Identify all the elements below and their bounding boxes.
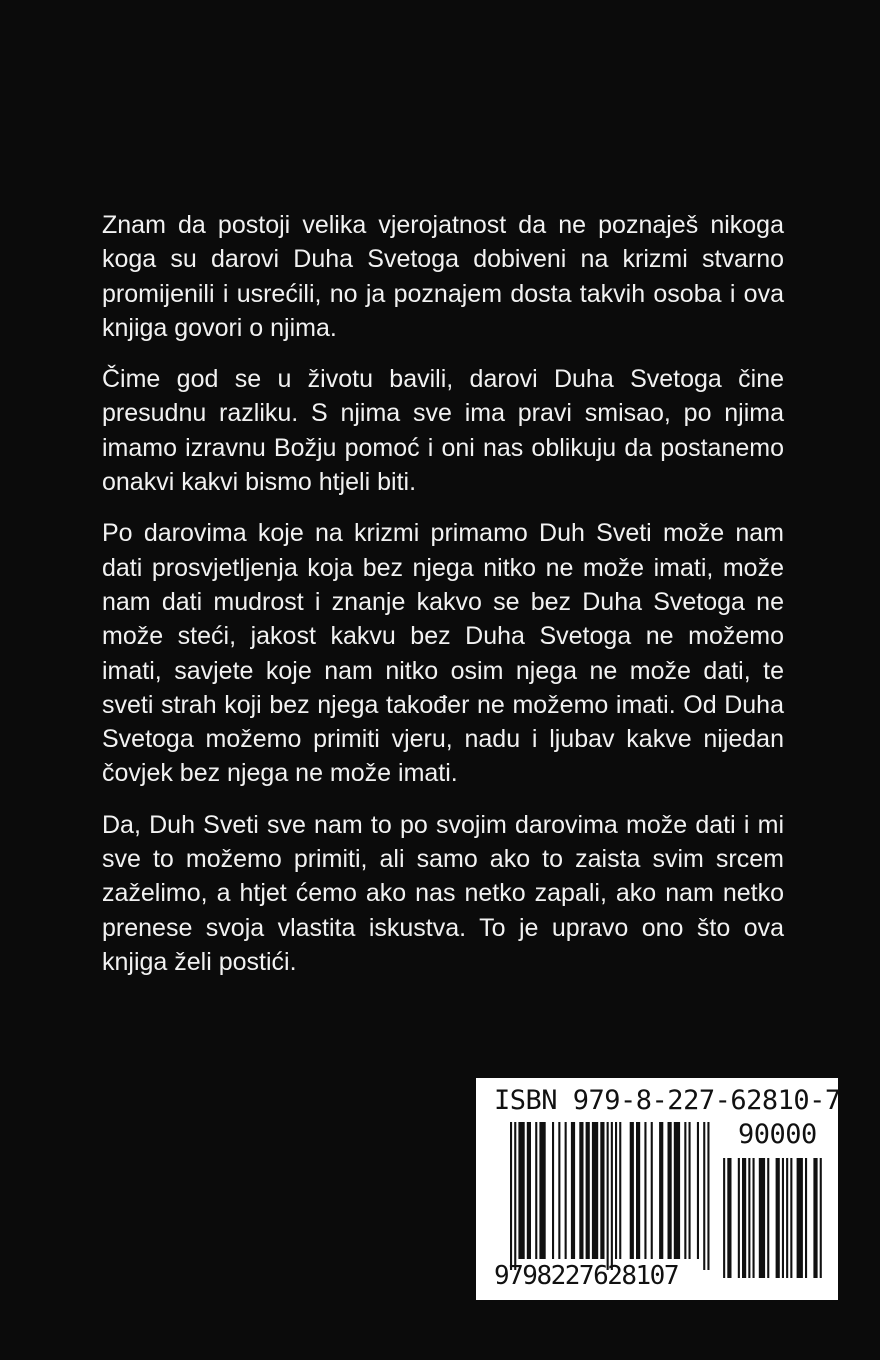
barcode-digits: 9798227628107 bbox=[494, 1261, 678, 1291]
barcode-bar bbox=[727, 1158, 731, 1278]
barcode-bar bbox=[697, 1122, 699, 1259]
price-addon-label: 90000 bbox=[738, 1119, 817, 1150]
barcode-bar bbox=[689, 1122, 691, 1259]
barcode-bar bbox=[776, 1158, 780, 1278]
barcode-bar bbox=[742, 1158, 746, 1278]
barcode-bar bbox=[518, 1122, 524, 1259]
barcode-bar bbox=[571, 1122, 575, 1259]
barcode-bar bbox=[579, 1122, 583, 1259]
barcode-bar bbox=[630, 1122, 634, 1259]
barcode-bar bbox=[723, 1158, 725, 1278]
isbn-barcode-box bbox=[476, 1078, 841, 1300]
barcode-bar bbox=[558, 1122, 560, 1259]
barcode-bar bbox=[786, 1158, 788, 1278]
barcode-bar bbox=[659, 1122, 663, 1259]
barcode-bar bbox=[707, 1122, 709, 1270]
barcode-bar bbox=[539, 1122, 545, 1259]
barcode-bar bbox=[782, 1158, 784, 1278]
barcode-bar bbox=[510, 1122, 512, 1270]
blurb-paragraph-2: Čime god se u životu bavili, darovi Duha Svetoga čine presudnu razliku. S njima sve ima pravi smisao, po njima imamo izravnu Božju pomoć i oni nas oblikuju da postanemo onakvi kakvi bismo htjeli biti. bbox=[102, 365, 784, 497]
barcode-bar bbox=[615, 1122, 617, 1259]
barcode-bar bbox=[797, 1158, 803, 1278]
barcode-bar bbox=[527, 1122, 531, 1259]
barcode-bar bbox=[600, 1122, 604, 1259]
barcode-bar bbox=[684, 1122, 686, 1259]
barcode-bar bbox=[586, 1122, 590, 1259]
barcode-bar bbox=[644, 1122, 646, 1259]
barcode-bar bbox=[535, 1122, 537, 1259]
barcode-bar bbox=[619, 1122, 621, 1259]
barcode-bar bbox=[767, 1158, 769, 1278]
barcode-bar bbox=[651, 1122, 653, 1259]
blurb-text bbox=[102, 208, 784, 996]
barcode-bar bbox=[636, 1122, 640, 1259]
barcode-bar bbox=[790, 1158, 792, 1278]
blurb-paragraph-3: Po darovima koje na krizmi primamo Duh Sveti može nam dati prosvjetljenja koja bez njega nitko ne može imati, može nam dati mudrost i znanje kakvo se bez Duha Svetoga ne može steći, jakost kakvu bez Duha Svetoga ne možemo imati, savjete koje nam nitko osim njega ne može dati, te sveti strah koji bez njega također ne možemo imati. Od Duha Svetoga možemo primiti vjeru, nadu i ljubav kakve nijedan čovjek bez njega ne može imati. bbox=[102, 519, 784, 788]
barcode-bar bbox=[759, 1158, 765, 1278]
barcode-bar bbox=[753, 1158, 755, 1278]
isbn-label: ISBN 979-8-227-62810-7 bbox=[494, 1085, 841, 1116]
barcode-bar bbox=[805, 1158, 807, 1278]
barcode-bar bbox=[565, 1122, 567, 1259]
blurb-paragraph-1: Znam da postoji velika vjerojatnost da ne poznaješ nikoga koga su darovi Duha Svetoga dobiveni na krizmi stvarno promijenili i usrećili, no ja poznajem dosta takvih osoba i ova knjiga govori o njima. bbox=[102, 211, 784, 342]
barcode-bar bbox=[674, 1122, 680, 1259]
barcode-bar bbox=[668, 1122, 672, 1259]
barcode-bar bbox=[820, 1158, 822, 1278]
barcode-bar bbox=[611, 1122, 613, 1270]
barcode-bar bbox=[748, 1158, 750, 1278]
barcode-bar bbox=[703, 1122, 705, 1270]
barcode-bar bbox=[738, 1158, 740, 1278]
barcode-bar bbox=[592, 1122, 598, 1259]
barcode-bar bbox=[514, 1122, 516, 1270]
barcode-bar bbox=[607, 1122, 609, 1270]
barcode-bar bbox=[552, 1122, 554, 1259]
barcode-bar bbox=[813, 1158, 817, 1278]
blurb-paragraph-4: Da, Duh Sveti sve nam to po svojim darovima može dati i mi sve to možemo primiti, ali samo ako to zaista svim srcem zaželimo, a htjet ćemo ako nas netko zapali, ako nam netko prenese svoja vlastita iskustva. To je upravo ono što ova knjiga želi postići. bbox=[102, 810, 784, 976]
